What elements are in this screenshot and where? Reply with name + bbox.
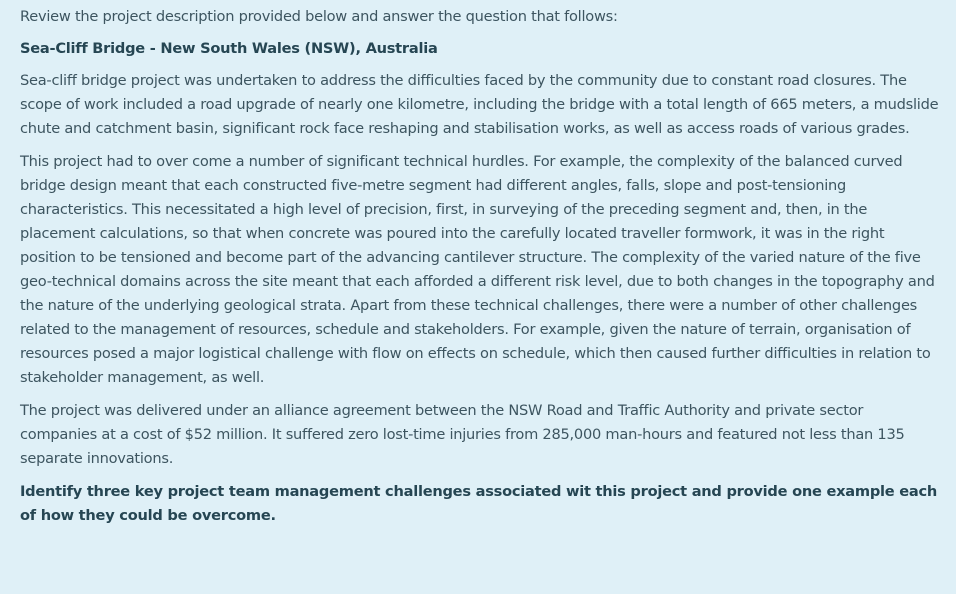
case-study-title: Sea-Cliff Bridge - New South Wales (NSW), Australia — [20, 40, 438, 57]
description-paragraph-1: Sea-cliff bridge project was undertaken to address the difficulties faced by the community due to constant road closures. The scope of work included a road upgrade of nearly one kilometre, including the bridge with a total length of 665 meters, a mudslide chute and catchment basin, significant rock face reshaping and stabilisation works, as well as access roads of various grades. — [20, 72, 939, 137]
instruction-text: Review the project description provided below and answer the question that follows: — [20, 8, 618, 25]
question-prompt: Identify three key project team management challenges associated wit this project and provide one example each of how they could be overcome. — [20, 483, 938, 524]
description-paragraph-3: The project was delivered under an alliance agreement between the NSW Road and Traffic Authority and private sector companies at a cost of $52 million. It suffered zero lost-time injuries from 285,000 man-hours and featured not less than 135 separate innovations. — [20, 402, 905, 467]
description-paragraph-2: This project had to over come a number of significant technical hurdles. For example, the complexity of the balanced curved bridge design meant that each constructed five-metre segment had different angles, falls, slope and post-tensioning characteristics. This necessitated a high level of precision, first, in surveying of the preceding segment and, then, in the placement calculations, so that when concrete was poured into the carefully located traveller formwork, it was in the right position to be tensioned and become part of the advancing cantilever structure. The complexity of the varied nature of the five geo-technical domains across the site meant that each afforded a different risk level, due to both changes in the topography and the nature of the underlying geological strata. Apart from these technical challenges, there were a number of other challenges related to the management of resources, schedule and stakeholders. For example, given the nature of terrain, organisation of resources posed a major logistical challenge with flow on effects on schedule, which then caused further difficulties in relation to stakeholder management, as well. — [20, 153, 935, 386]
